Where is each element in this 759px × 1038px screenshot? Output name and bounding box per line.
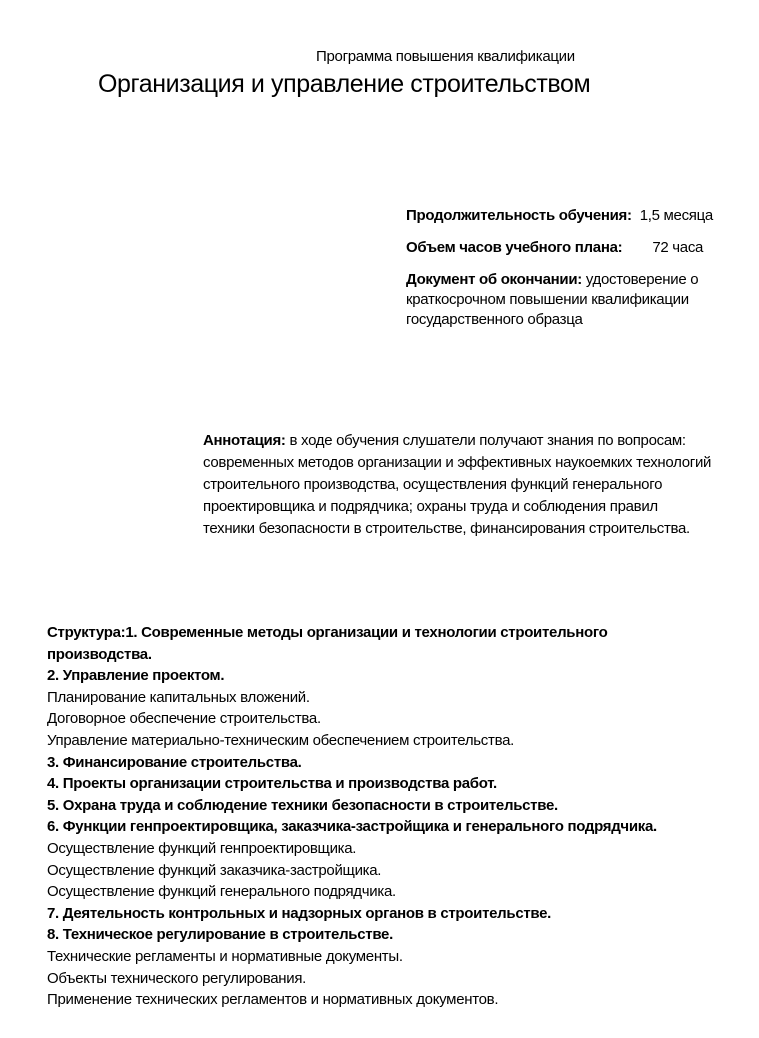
page-title: Организация и управление строительством [98, 70, 591, 98]
structure-line: Структура:1. Современные методы организации и технологии строительного [47, 624, 608, 641]
structure-line: Осуществление функций генерального подрядчика. [47, 883, 396, 901]
structure-line: Применение технических регламентов и нормативных документов. [47, 991, 499, 1009]
annotation-line2: современных методов организации и эффективных наукоемких технологий [203, 454, 712, 471]
program-info [406, 206, 746, 330]
program-subtitle: Программа повышения квалификации [316, 48, 575, 65]
structure-line: Объекты технического регулирования. [47, 969, 307, 987]
structure-line: 2. Управление проектом. [47, 667, 225, 685]
structure-line: 3. Финансирование строительства. [47, 753, 302, 771]
annotation-line3: строительного производства, осуществления функций генерального [203, 476, 663, 493]
document-value-line1: удостоверение о [585, 271, 699, 288]
hours-label: Объем часов учебного плана: [406, 239, 623, 256]
document-label: Документ об окончании: [406, 271, 582, 288]
structure-line: 5. Охрана труда и соблюдение техники безопасности в строительстве. [47, 796, 558, 814]
annotation-line5: техники безопасности в строительстве, финансирования строительства. [203, 520, 690, 537]
structure-line: 4. Проекты организации строительства и производства работ. [47, 775, 497, 793]
structure-line: 8. Техническое регулирование в строительстве. [47, 926, 393, 944]
annotation-line4: проектировщика и подрядчика; охраны труда и соблюдения правил [203, 498, 658, 515]
hours-value: 72 часа [652, 239, 704, 256]
structure-line: Договорное обеспечение строительства. [47, 710, 321, 728]
duration-label: Продолжительность обучения: [406, 207, 632, 224]
duration-value: 1,5 месяца [639, 207, 713, 224]
annotation-line1: в ходе обучения слушатели получают знания по вопросам: [289, 432, 686, 449]
structure-line: Управление материально-техническим обеспечением строительства. [47, 731, 514, 749]
duration-row [406, 206, 746, 226]
document-row [406, 270, 746, 330]
structure-line: 6. Функции генпроектировщика, заказчика-застройщика и генерального подрядчика. [47, 818, 657, 836]
hours-row [406, 238, 746, 258]
structure-line: Технические регламенты и нормативные документы. [47, 947, 403, 965]
structure-line: Планирование капитальных вложений. [47, 688, 310, 706]
structure-list [47, 622, 747, 1011]
document-value-line2: краткосрочном повышении квалификации [406, 291, 689, 308]
structure-line: Осуществление функций заказчика-застройщика. [47, 861, 382, 879]
annotation-label: Аннотация: [203, 432, 286, 449]
structure-line: производства. [47, 645, 152, 663]
structure-line: 7. Деятельность контрольных и надзорных органов в строительстве. [47, 904, 552, 922]
document-value-line3: государственного образца [406, 311, 583, 328]
annotation [203, 430, 753, 540]
structure-line: Осуществление функций генпроектировщика. [47, 839, 357, 857]
